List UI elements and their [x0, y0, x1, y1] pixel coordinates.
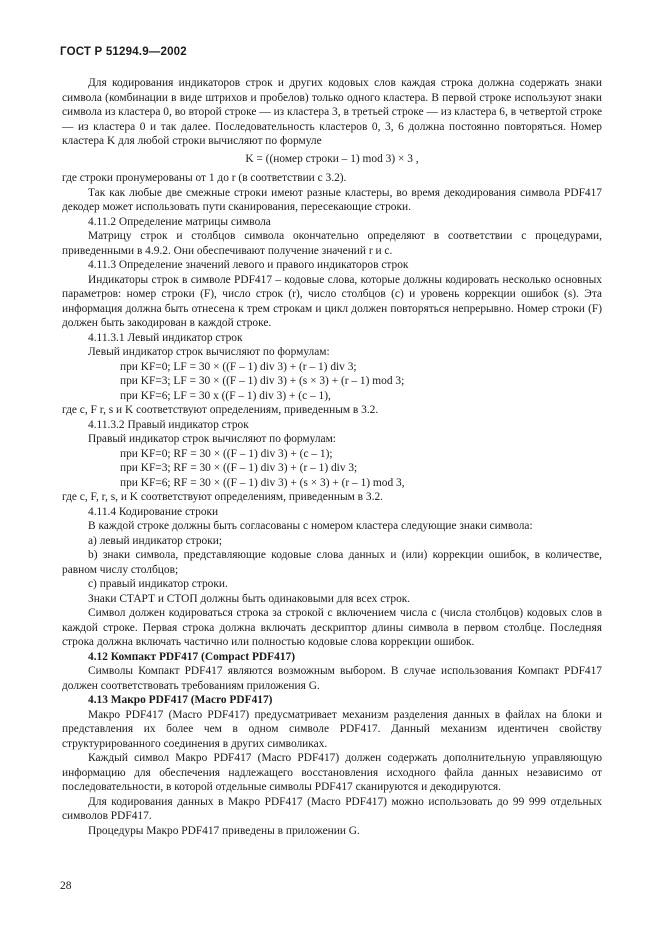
paragraph: Левый индикатор строк вычисляют по формулам:	[88, 346, 330, 358]
section-heading: 4.12 Компакт PDF417 (Compact PDF417)	[88, 650, 295, 663]
formula: при KF=3; RF = 30 × ((F – 1) div 3) + (r – 1) div 3;	[120, 462, 358, 474]
document-header: ГОСТ Р 51294.9—2002	[60, 46, 187, 58]
paragraph: Каждый символ Макро PDF417 (Macro PDF417) должен содержать дополнительную управляющую информацию для обеспечения надлежащего восстановления исходного файла данных независимо от последовательности, в которой отдельные символы PDF417 сканируются и декодируются.	[62, 752, 602, 793]
formula: K = ((номер строки – 1) mod 3) × 3 ,	[245, 152, 419, 165]
paragraph: Процедуры Макро PDF417 приведены в приложении G.	[88, 824, 360, 837]
paragraph: Матрицу строк и столбцов символа окончательно определяют в соответствии с процедурами, приведенными в 4.9.2. Они обеспечивают получение значений r и c.	[62, 230, 602, 257]
section-heading: 4.11.3.1 Левый индикатор строк	[88, 331, 243, 344]
paragraph: Для кодирования данных в Макро PDF417 (Macro PDF417) можно использовать до 99 999 отдельных символов PDF417.	[62, 795, 602, 822]
formula: при KF=0; RF = 30 × ((F – 1) div 3) + (c – 1);	[120, 447, 333, 460]
section-heading: 4.11.4 Кодирование строки	[88, 505, 219, 518]
paragraph: Знаки СТАРТ и СТОП должны быть одинаковыми для всех строк.	[88, 592, 411, 605]
paragraph: где c, F r, s и K соответствуют определениям, приведенным в 3.2.	[62, 404, 379, 416]
section-heading: 4.11.3 Определение значений левого и правого индикаторов строк	[88, 259, 409, 271]
formula: при KF=3; LF = 30 × ((F – 1) div 3) + (s × 3) + (r – 1) mod 3;	[120, 375, 405, 387]
paragraph: Макро PDF417 (Macro PDF417) предусматривает механизм разделения данных в файлах на блоки и представления их более чем в одном символе PDF417. Данный механизм идентичен свойству структурированного соединения в других символиках.	[62, 708, 602, 750]
paragraph: Для кодирования индикаторов строк и других кодовых слов каждая строка должна содержать знаки символа (комбинации в виде штрихов и пробелов) только одного кластера. В первой строке используют знаки символа из кластера 0, во второй строке — из кластера 3, в третьей строке — из кластера 6, в четвертой строке — из кластера 0 и так далее. Последовательность кластеров 0, 3, 6 должна постоянно повторяться. Номер кластера K для любой строки вычисляют по формуле	[62, 77, 602, 147]
section-heading: 4.13 Макро PDF417 (Macro PDF417)	[88, 694, 273, 706]
paragraph: где строки пронумерованы от 1 до r (в соответствии с 3.2).	[62, 172, 347, 184]
list-item: b) знаки символа, представляющие кодовые слова данных и (или) коррекции ошибок, в количестве, равном числу столбцов;	[62, 549, 602, 576]
formula: при KF=0; LF = 30 × ((F – 1) div 3) + (r – 1) div 3;	[120, 360, 357, 373]
section-heading: 4.11.3.2 Правый индикатор строк	[88, 418, 249, 431]
paragraph: Символ должен кодироваться строка за строкой с включением числа c (числа столбцов) кодовых слов в каждой строке. Первая строка должна включать дескриптор длины символа в первом столбце. Последняя строка должна включать частично или полностью кодовые слова коррекции ошибок.	[62, 607, 602, 648]
page-number: 28	[60, 880, 72, 892]
formula: при KF=6; LF = 30 x ((F – 1) div 3) + (c – 1),	[120, 389, 331, 402]
formula: при KF=6; RF = 30 × ((F – 1) div 3) + (s × 3) + (r – 1) mod 3,	[120, 476, 405, 489]
paragraph: Так как любые две смежные строки имеют разные кластеры, во время декодирования символа PDF417 декодер может использовать пути сканирования, пересекающие строки.	[62, 186, 602, 213]
paragraph: В каждой строке должны быть согласованы с номером кластера следующие знаки символа:	[88, 520, 533, 532]
paragraph: где c, F, r, s, и K соответствуют определениям, приведенным в 3.2.	[62, 491, 383, 503]
list-item: а) левый индикатор строки;	[88, 534, 223, 547]
document-body	[62, 76, 602, 838]
list-item: c) правый индикатор строки.	[88, 578, 228, 590]
section-heading: 4.11.2 Определение матрицы символа	[88, 215, 271, 228]
paragraph: Правый индикатор строк вычисляют по формулам:	[88, 433, 336, 445]
paragraph: Символы Компакт PDF417 являются возможным выбором. В случае использования Компакт PDF417 должен соответствовать требованиям приложения G.	[62, 665, 602, 692]
paragraph: Индикаторы строк в символе PDF417 – кодовые слова, которые должны кодировать несколько основных параметров: номер строки (F), число строк (r), число столбцов (c) и уровень коррекции ошибок (s). Эта информация должна быть отнесена к трем строкам и цикл должен повторяться непрерывно. Номер строки (F) должен быть закодирован в каждой строке.	[62, 273, 602, 329]
